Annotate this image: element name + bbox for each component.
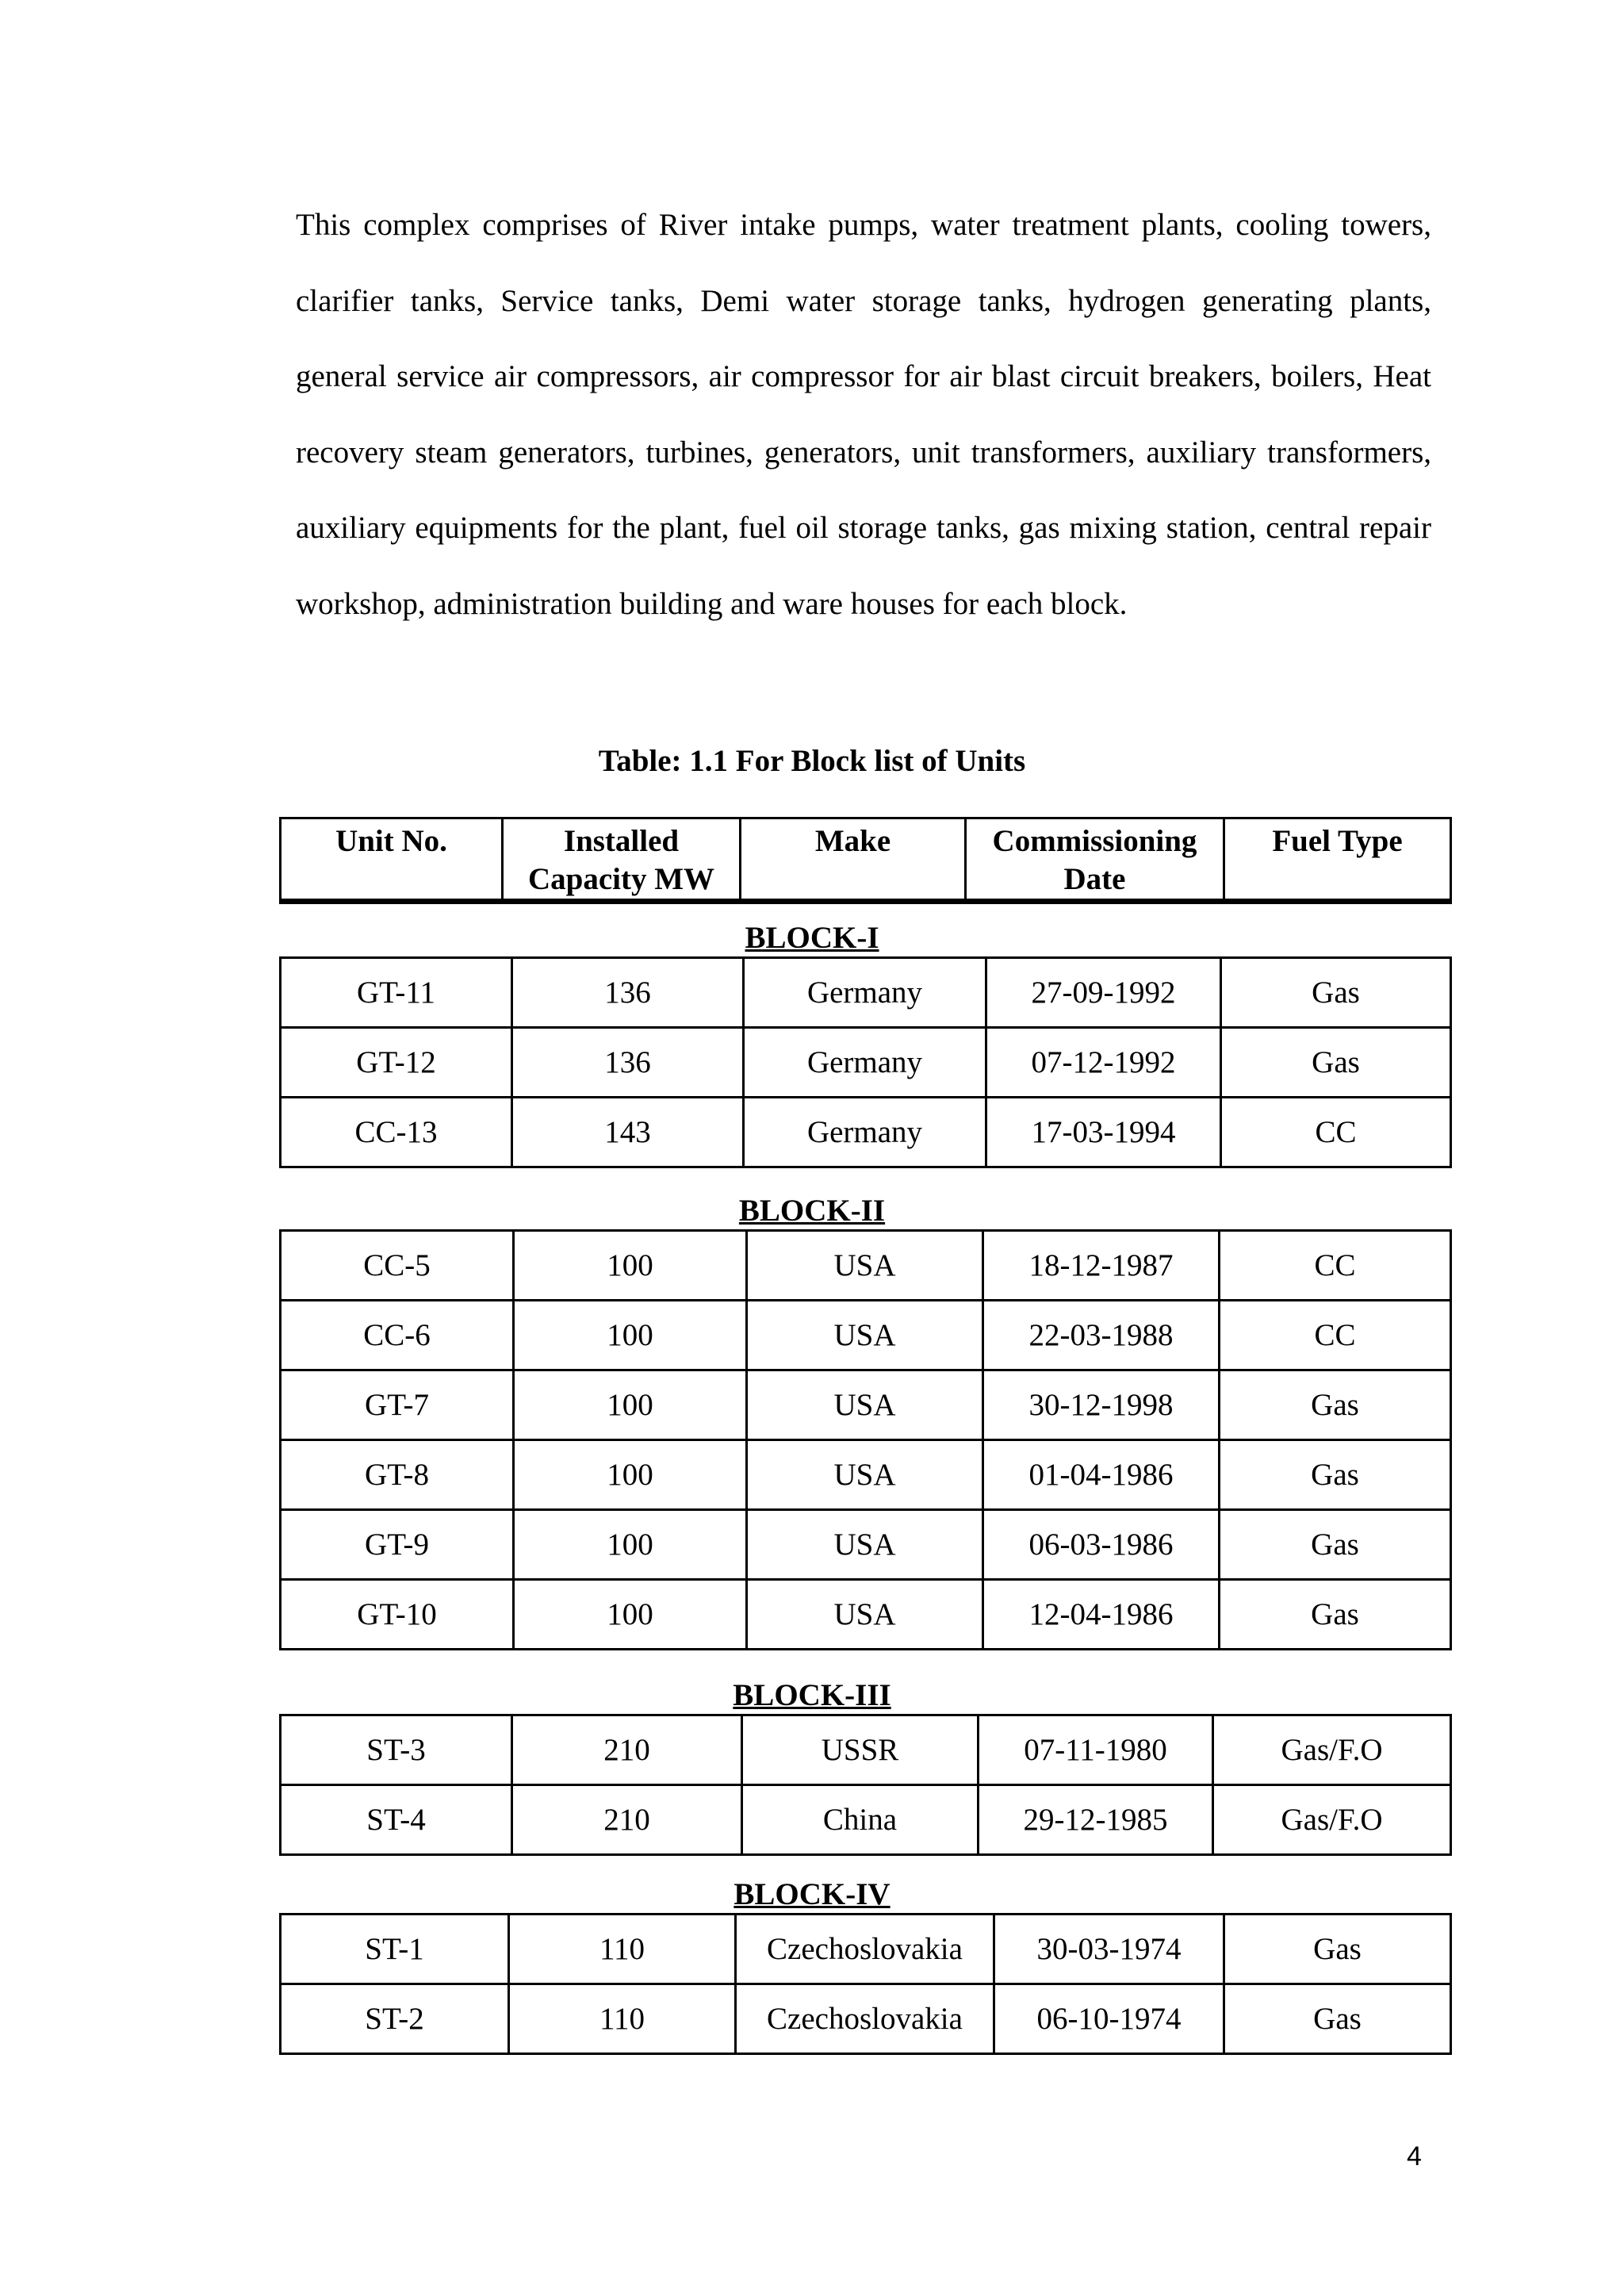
commissioning-date-cell: 01-04-1986	[983, 1440, 1220, 1510]
fuel-type-cell: Gas	[1224, 1984, 1451, 2054]
table-caption: Table: 1.1 For Block list of Units	[598, 744, 1026, 778]
table-row	[281, 1370, 1451, 1440]
capacity-cell: 136	[512, 958, 744, 1028]
commissioning-date-cell: 07-11-1980	[979, 1715, 1213, 1785]
make-cell: Czechoslovakia	[736, 1984, 994, 2054]
make-cell: USA	[747, 1370, 983, 1440]
make-cell: Czechoslovakia	[736, 1915, 994, 1984]
make-cell: USA	[747, 1301, 983, 1370]
make-cell: Germany	[744, 1028, 986, 1098]
capacity-cell: 100	[514, 1510, 747, 1580]
capacity-cell: 210	[512, 1785, 742, 1855]
table-row	[281, 1984, 1451, 2054]
unit-no-cell: GT-7	[281, 1370, 514, 1440]
unit-no-cell: CC-6	[281, 1301, 514, 1370]
make-cell: USSR	[742, 1715, 979, 1785]
block-table	[279, 1913, 1452, 2055]
unit-no-cell: GT-12	[281, 1028, 512, 1098]
table-header	[279, 817, 1452, 904]
fuel-type-cell: Gas	[1220, 1370, 1451, 1440]
header-make: Make	[741, 818, 966, 902]
commissioning-date-cell: 18-12-1987	[983, 1231, 1220, 1301]
header-fuel-type: Fuel Type	[1224, 818, 1451, 902]
page-number: 4	[1407, 2141, 1422, 2171]
header-commissioning-line1: Commissioning	[992, 824, 1197, 858]
make-cell: USA	[747, 1510, 983, 1580]
fuel-type-cell: Gas	[1220, 1440, 1451, 1510]
block-label: BLOCK-IV	[733, 1877, 891, 1911]
table-row	[281, 1510, 1451, 1580]
block-table	[279, 956, 1452, 1168]
capacity-cell: 110	[509, 1915, 736, 1984]
table-row	[281, 1098, 1451, 1167]
header-capacity-line1: Installed	[563, 824, 680, 858]
unit-no-cell: ST-4	[281, 1785, 512, 1855]
make-cell: Germany	[744, 958, 986, 1028]
unit-no-cell: ST-1	[281, 1915, 509, 1984]
fuel-type-cell: CC	[1221, 1098, 1451, 1167]
commissioning-date-cell: 06-03-1986	[983, 1510, 1220, 1580]
table-row	[281, 1028, 1451, 1098]
fuel-type-cell: Gas/F.O	[1213, 1715, 1451, 1785]
fuel-type-cell: Gas	[1224, 1915, 1451, 1984]
capacity-cell: 100	[514, 1370, 747, 1440]
make-cell: USA	[747, 1231, 983, 1301]
capacity-cell: 143	[512, 1098, 744, 1167]
header-commissioning-line2: Date	[1063, 862, 1126, 896]
header-unit-no: Unit No.	[281, 818, 503, 902]
table-row	[281, 1440, 1451, 1510]
make-cell: China	[742, 1785, 979, 1855]
table-row	[281, 1580, 1451, 1650]
block-label: BLOCK-III	[733, 1678, 891, 1712]
capacity-cell: 210	[512, 1715, 742, 1785]
fuel-type-cell: Gas/F.O	[1213, 1785, 1451, 1855]
table-row	[281, 958, 1451, 1028]
unit-no-cell: GT-8	[281, 1440, 514, 1510]
block-table	[279, 1229, 1452, 1650]
capacity-cell: 136	[512, 1028, 744, 1098]
fuel-type-cell: Gas	[1221, 1028, 1451, 1098]
commissioning-date-cell: 06-10-1974	[994, 1984, 1224, 2054]
unit-no-cell: CC-5	[281, 1231, 514, 1301]
unit-no-cell: GT-11	[281, 958, 512, 1028]
capacity-cell: 100	[514, 1301, 747, 1370]
make-cell: USA	[747, 1580, 983, 1650]
commissioning-date-cell: 12-04-1986	[983, 1580, 1220, 1650]
table-row	[281, 1915, 1451, 1984]
capacity-cell: 100	[514, 1440, 747, 1510]
table-row	[281, 1785, 1451, 1855]
unit-no-cell: ST-2	[281, 1984, 509, 2054]
table-row	[281, 1301, 1451, 1370]
commissioning-date-cell: 29-12-1985	[979, 1785, 1213, 1855]
block-label: BLOCK-II	[738, 1194, 886, 1228]
header-commissioning-date	[966, 818, 1224, 902]
fuel-type-cell: Gas	[1220, 1510, 1451, 1580]
fuel-type-cell: CC	[1220, 1231, 1451, 1301]
commissioning-date-cell: 30-12-1998	[983, 1370, 1220, 1440]
unit-no-cell: CC-13	[281, 1098, 512, 1167]
fuel-type-cell: Gas	[1221, 958, 1451, 1028]
body-paragraph: This complex comprises of River intake pumps, water treatment plants, cooling towers, clarifier tanks, Service tanks, Demi water storage tanks, hydrogen generating plants, general service air compressors, air compressor for air blast circuit breakers, boilers, Heat recovery steam generators, turbines, generators, unit transformers, auxiliary transformers, auxiliary equipments for the plant, fuel oil storage tanks, gas mixing station, central repair workshop, administration building and ware houses for each block.	[296, 208, 1431, 621]
fuel-type-cell: CC	[1220, 1301, 1451, 1370]
table-row	[281, 1715, 1451, 1785]
capacity-cell: 110	[509, 1984, 736, 2054]
unit-no-cell: GT-10	[281, 1580, 514, 1650]
header-installed-capacity	[503, 818, 741, 902]
commissioning-date-cell: 22-03-1988	[983, 1301, 1220, 1370]
table-row	[281, 1231, 1451, 1301]
commissioning-date-cell: 30-03-1974	[994, 1915, 1224, 1984]
capacity-cell: 100	[514, 1231, 747, 1301]
commissioning-date-cell: 17-03-1994	[986, 1098, 1221, 1167]
make-cell: Germany	[744, 1098, 986, 1167]
block-label: BLOCK-I	[745, 921, 879, 955]
commissioning-date-cell: 07-12-1992	[986, 1028, 1221, 1098]
capacity-cell: 100	[514, 1580, 747, 1650]
unit-no-cell: GT-9	[281, 1510, 514, 1580]
commissioning-date-cell: 27-09-1992	[986, 958, 1221, 1028]
unit-no-cell: ST-3	[281, 1715, 512, 1785]
block-table	[279, 1714, 1452, 1856]
header-capacity-line2: Capacity MW	[527, 862, 715, 896]
fuel-type-cell: Gas	[1220, 1580, 1451, 1650]
make-cell: USA	[747, 1440, 983, 1510]
